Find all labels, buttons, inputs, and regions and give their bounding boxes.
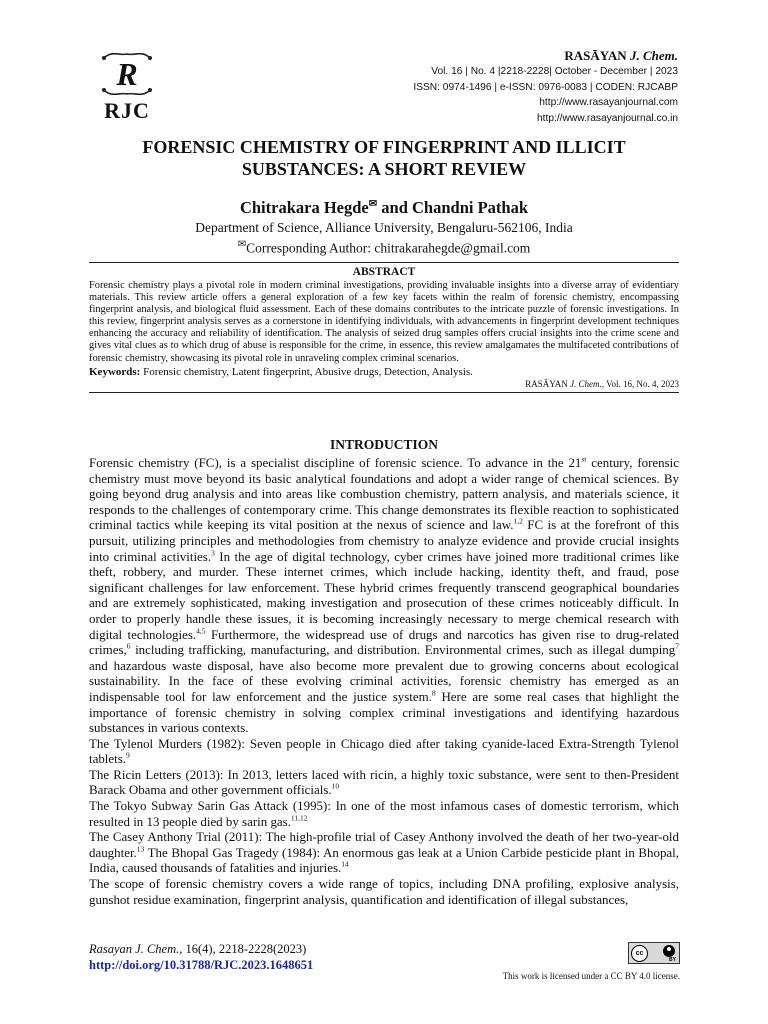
reference-marker[interactable]: 14 bbox=[341, 860, 349, 870]
intro-scope-paragraph: The scope of forensic chemistry covers a wide range of topics, including DNA profiling, explosive analysis, gunshot residue examination, fingerprint analysis, quantification and identification of illegal substances, bbox=[89, 876, 679, 907]
title-line-1: FORENSIC CHEMISTRY OF FINGERPRINT AND ILLICIT bbox=[142, 137, 626, 157]
author-conjunction: and bbox=[377, 198, 412, 217]
citation-journal: RASĀYAN bbox=[525, 378, 571, 389]
footer-journal: Rasayan J. Chem. bbox=[89, 942, 180, 956]
introduction-body bbox=[89, 455, 679, 907]
corresponding-email[interactable]: Corresponding Author: chitrakarahegde@gmail.com bbox=[246, 240, 531, 256]
cc-by-license-icon[interactable] bbox=[628, 942, 680, 964]
attribution-person-icon bbox=[663, 945, 675, 957]
journal-url-co-in[interactable]: http://www.rasayanjournal.co.in bbox=[537, 112, 678, 124]
author-2: Chandni Pathak bbox=[412, 198, 529, 217]
reference-marker[interactable]: 1,2 bbox=[513, 517, 523, 527]
intro-text: FC is at the forefront of this pursuit, utilizing principles and methodologies from chemistry to analyze evidence and provide crucial insights into criminal activities. bbox=[89, 517, 679, 564]
intro-text: including trafficking, manufacturing, and distribution. Environmental crimes, such as illegal dumping bbox=[130, 642, 676, 658]
department: Department of Science, Alliance University, Bengaluru-562106, India bbox=[195, 220, 573, 235]
intro-text: In the age of digital technology, cyber crimes have joined more traditional crimes like theft, robbery, and murder. These internet crimes, which include hacking, identity theft, and fraud, pose significant challenges for law enforcement. These hybrid crimes frequently transcend geographical boundaries and are extremely sophisticated, making investigation and prosecution of these crimes noticeably difficult. In order to properly handle these issues, it is becoming increasingly necessary to merge chemical research with digital technologies. bbox=[89, 548, 679, 642]
case-text: The Tokyo Subway Sarin Gas Attack (1995): In one of the most infamous cases of domestic terrorism, which resulted in 13 people died by sarin gas. bbox=[89, 798, 679, 829]
case-sarin bbox=[89, 798, 679, 829]
reference-marker[interactable]: 6 bbox=[126, 641, 131, 651]
envelope-icon: ✉ bbox=[237, 239, 247, 250]
keywords bbox=[89, 366, 679, 379]
reference-marker[interactable]: 8 bbox=[431, 688, 436, 698]
page-footer bbox=[89, 941, 313, 973]
journal-name-suffix: J. Chem. bbox=[629, 48, 678, 63]
envelope-icon: ✉ bbox=[368, 198, 378, 210]
license-text: This work is licensed under a CC BY 4.0 license. bbox=[502, 971, 680, 981]
case-text: The Ricin Letters (2013): In 2013, letters laced with ricin, a highly toxic substance, were sent to then-President Barack Obama and other government officials. bbox=[89, 766, 679, 798]
case-text: The Tylenol Murders (1982): Seven people in Chicago died after taking cyanide-laced Extra-Strength Tylenol tablets. bbox=[89, 735, 679, 767]
doi-link[interactable]: http://doi.org/10.31788/RJC.2023.1648651 bbox=[89, 958, 314, 972]
reference-marker[interactable]: 9 bbox=[126, 750, 130, 760]
reference-marker[interactable]: 10 bbox=[331, 782, 340, 792]
citation-journal-suffix: J. Chem. bbox=[570, 378, 602, 389]
reference-marker[interactable]: 11,12 bbox=[290, 813, 308, 823]
citation-volume: , Vol. 16, No. 4, 2023 bbox=[601, 378, 679, 389]
intro-text: century, forensic chemistry must move beyond its basic analytical foundations and adopt a wider range of chemical sciences. By going beyond drug analysis and into areas like combustion chemistry, pattern analysis, and materials science, it responds to the challenges of contemporary crime. This change demonstrates its flexible reaction to sophisticated criminal tactics while keeping its vital position at the nexus of science and law. bbox=[89, 455, 679, 533]
reference-marker[interactable]: 4,5 bbox=[196, 626, 206, 636]
title-line-2: SUBSTANCES: A SHORT REVIEW bbox=[241, 159, 527, 179]
case-ricin bbox=[89, 767, 679, 798]
case-text: The Bhopal Gas Tragedy (1984): An enormous gas leak at a Union Carbide pesticide plant in Bhopal, India, caused thousands of fatalities and injuries. bbox=[89, 844, 679, 876]
intro-text: Furthermore, the widespread use of drugs and narcotics has given rise to drug-related crimes, bbox=[89, 626, 679, 658]
intro-text: and hazardous waste disposal, have also become more prevalent due to growing concerns about ecological sustainability. In the face of these evolving criminal activities, forensic chemistry has emerged as an indispensable tool for law enforcement and the justice system. bbox=[89, 657, 679, 704]
case-casey-bhopal bbox=[89, 829, 679, 876]
abstract-heading: ABSTRACT bbox=[352, 266, 416, 278]
license-block bbox=[503, 942, 680, 981]
intro-text: Here are some real cases that highlight the importance of forensic chemistry in solving complex criminal investigations and identifying hazardous substances in various contexts. bbox=[89, 688, 679, 736]
logo-letter: R bbox=[116, 56, 138, 92]
keywords-label: Keywords: bbox=[89, 365, 141, 378]
journal-header bbox=[413, 48, 678, 126]
journal-name-main: RASĀYAN bbox=[564, 48, 627, 63]
footer-citation bbox=[89, 941, 313, 957]
case-text: The Casey Anthony Trial (2011): The high-profile trial of Casey Anthony involved the death of her two-year-old daughter. bbox=[89, 829, 679, 860]
rjc-emblem-icon bbox=[96, 48, 158, 100]
intro-text: Forensic chemistry (FC), is a specialist discipline of forensic science. To advance in the 21 bbox=[89, 455, 582, 470]
author-list bbox=[80, 198, 688, 218]
journal-name bbox=[413, 48, 678, 64]
ordinal-suffix: st bbox=[581, 454, 587, 464]
volume-line: Vol. 16 | No. 4 |2218-2228| October - December | 2023 bbox=[431, 66, 678, 77]
introduction-heading: INTRODUCTION bbox=[329, 437, 438, 452]
author-1: Chitrakara Hegde bbox=[239, 198, 369, 217]
journal-logo bbox=[92, 48, 162, 124]
corresponding-author bbox=[80, 236, 688, 257]
reference-marker[interactable]: 13 bbox=[136, 844, 145, 854]
logo-abbreviation: RJC bbox=[104, 98, 150, 123]
by-label: BY bbox=[669, 957, 676, 963]
footer-volume: , 16(4), 2218-2228(2023) bbox=[179, 942, 307, 956]
issn-line: ISSN: 0974-1496 | e-ISSN: 0976-0083 | CODEN: RJCABP bbox=[413, 81, 678, 93]
case-tylenol bbox=[89, 736, 679, 767]
abstract-text: Forensic chemistry plays a pivotal role in modern criminal investigations, providing invaluable insights into a diverse array of evidentiary materials. This review article offers a general exploration of a few key facets within the realm of forensic chemistry, encompassing fingerprint analysis, and biological fluid assessment. Each of these domains contributes to the intricate puzzle of forensic investigations. In this review, fingerprint analysis serves as a cornerstone in identifying individuals, with advancements in fingerprint development techniques enhancing the accuracy and reliability of identification. The analysis of seized drug samples offers crucial insights into the crime scene and gives vital clues as to which drug of abuse is responsible for the crime, in essence, this review amalgamates the multifaceted contributions of forensic chemistry, showcasing its pivotal role in unraveling complex criminal scenarios. bbox=[89, 280, 679, 364]
article-title bbox=[80, 136, 688, 180]
reference-marker[interactable]: 7 bbox=[675, 641, 679, 651]
journal-url-com[interactable]: http://www.rasayanjournal.com bbox=[539, 97, 678, 108]
abstract-citation bbox=[89, 379, 679, 390]
keywords-list: Forensic chemistry, Latent fingerprint, Abusive drugs, Detection, Analysis. bbox=[140, 365, 473, 378]
abstract-section bbox=[89, 262, 679, 393]
affiliation bbox=[80, 219, 688, 257]
intro-paragraph-1 bbox=[89, 455, 679, 736]
reference-marker[interactable]: 3 bbox=[211, 548, 215, 558]
cc-logo: cc bbox=[631, 945, 648, 962]
